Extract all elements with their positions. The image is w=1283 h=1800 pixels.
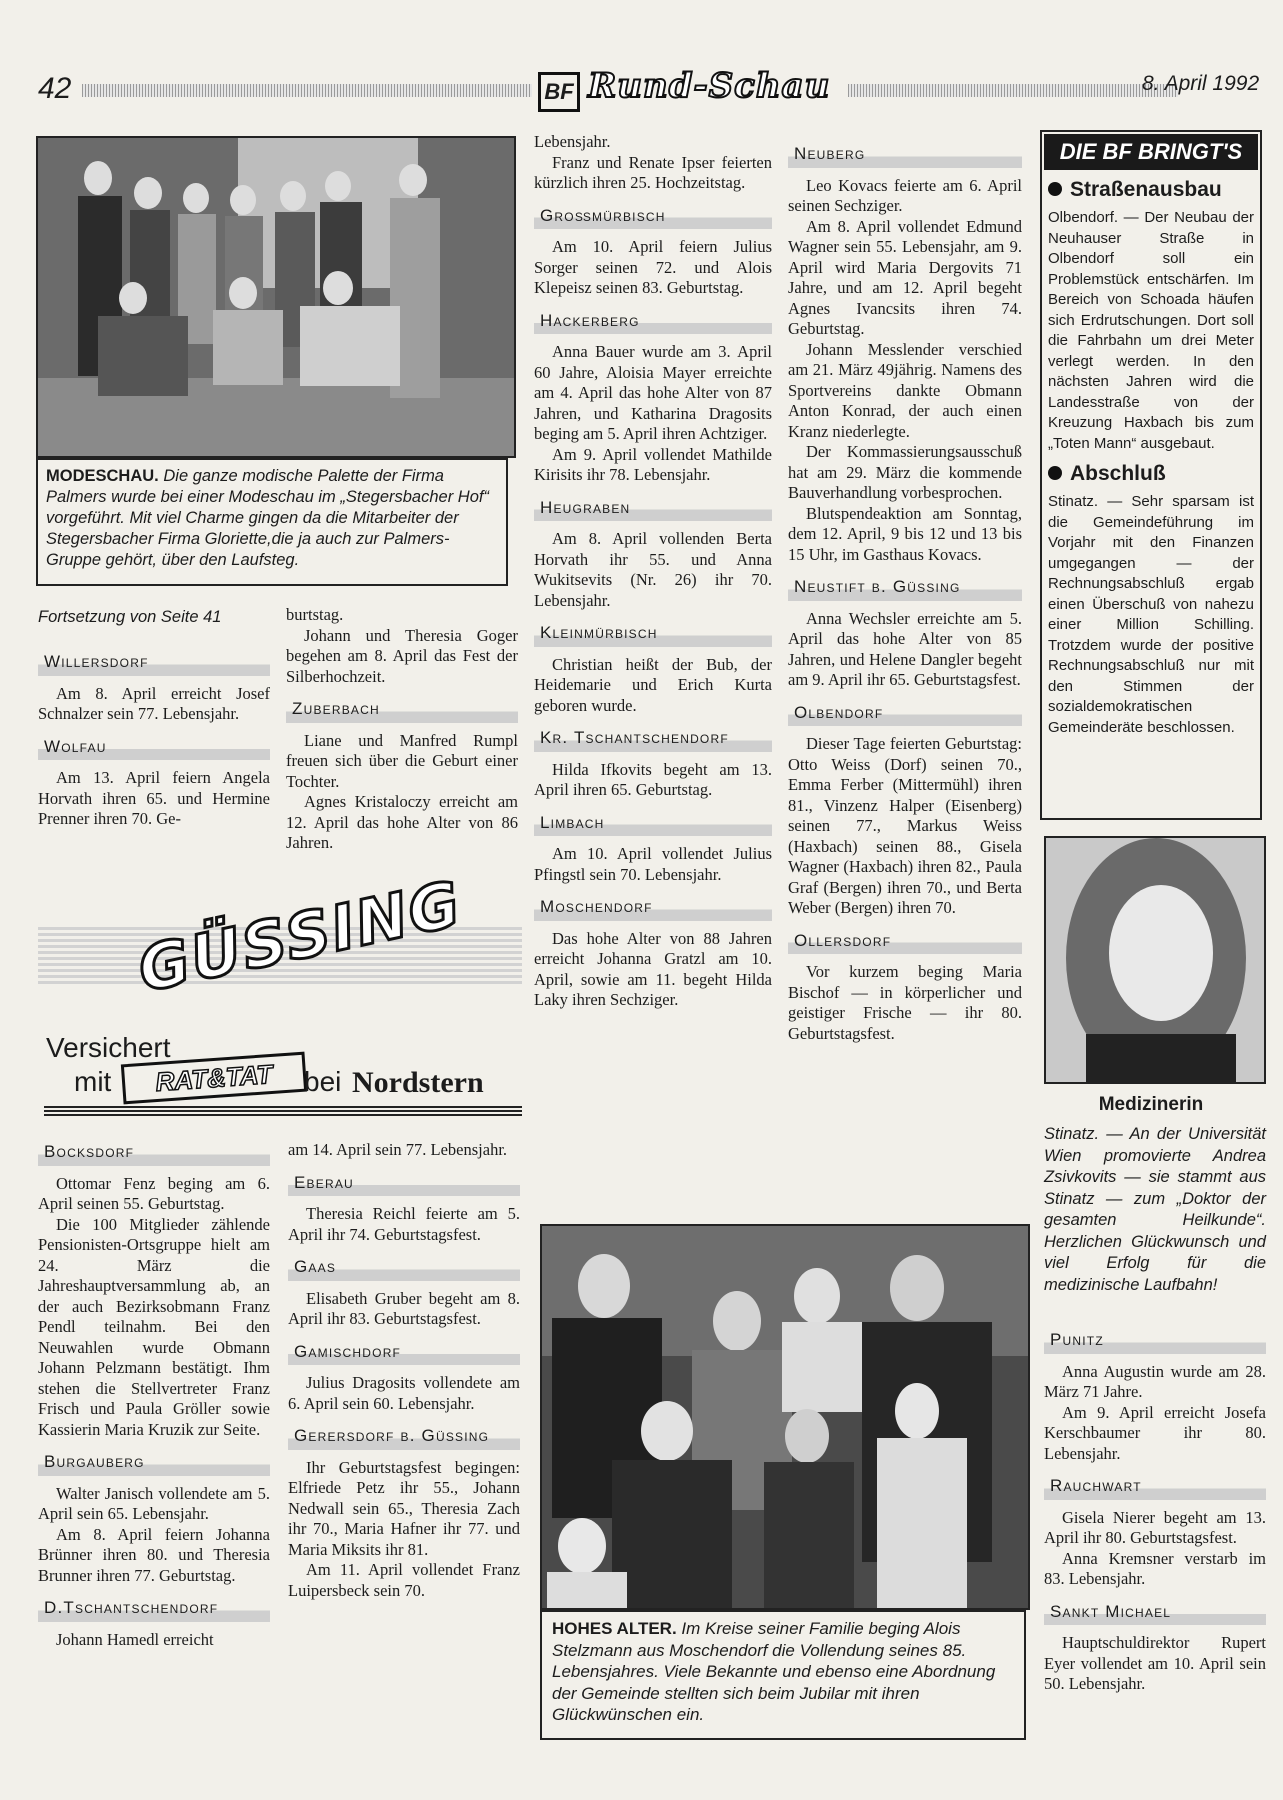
section-heading-d-tschantschendorf: D.Tschantschendorf [38,1596,270,1622]
section-paragraph: Die 100 Mitglieder zählende Pensionisten-Ortsgruppe hielt am 24. März die Jahreshauptversammlung ab, an der auch Bezirksobmann Franz Pendl teilnahm. Bei den Neuwahlen wurde Obmann Johann Pelzmann bestätigt. Ihm stehen die Stellvertreter Franz Frisch und Paula Gröller sowie Kassierin Maria Kruzik zur Seite. [38,1214,270,1439]
section-paragraph: Hauptschuldirektor Rupert Eyer vollendet am 10. April sein 50. Lebensjahr. [1044,1633,1266,1693]
section-paragraph: Am 10. April vollendet Julius Pfingstl sein 70. Lebensjahr. [534,844,772,884]
section-heading-eberau: Eberau [288,1171,520,1197]
fashion-show-image [38,138,514,456]
family-caption-box [540,1610,1026,1740]
logo-title: Rund-Schau [588,66,831,106]
lead-paragraph: am 14. April sein 77. Lebensjahr. [288,1140,508,1159]
section-heading-limbach: Limbach [534,811,772,837]
section-paragraph: Vor kurzem beging Maria Bischof — in körperlicher und geistiger Frische — ihr 80. Geburtstagsfest. [788,962,1022,1043]
sidebar-item-text: Stinatz. — Sehr sparsam ist die Gemeindeführung im Vorjahr mit den Finanzen umgegangen — der Rechnungsabschluß ergab einen Überschuß von nahezu einer Million Schilling. Trotzdem wurde der positive Rechnungsabschluß nur mit den Stimmen der sozialdemokratischen Gemeinderäte beschlossen. [1048,493,1254,736]
ad-brand: Nordstern [352,1066,484,1099]
portrait-text: Stinatz. — An der Universität Wien promovierte Andrea Zsivkovits — sie stammt aus Stinatz — zum „Doktor der gesamten Heilkunde“. Herzlichen Glückwunsch und viel Erfolg für die medizinische Laufbahn! [1044,1125,1266,1294]
sidebar-item-title: Abschluß [1070,462,1166,485]
portrait-title: Medizinerin [1098,1094,1204,1115]
ad-title: GÜSSING [131,866,469,1007]
section-paragraph: Ihr Geburtstagsfest begingen: Elfriede Petz ihr 55., Johann Nedwall sein 65., Theresia Zach ihr 70., Maria Hafner ihr 77. und Maria Miksits ihr 81. [288,1457,520,1559]
section-paragraph: Liane und Manfred Rumpl freuen sich über die Geburt einer Tochter. [286,730,518,791]
section-heading-heugraben: Heugraben [534,496,772,522]
section-heading-wolfau: Wolfau [38,735,270,761]
section-heading-großmürbisch: Großmürbisch [534,204,772,230]
lead-paragraph: Franz und Renate Ipser feierten kürzlich ihren 25. Hochzeitstag. [534,152,772,192]
section-heading-sankt-michael: Sankt Michael [1044,1600,1266,1626]
page-number: 42 [38,72,72,105]
section-paragraph: Christian heißt der Bub, der Heidemarie und Erich Kurta geboren wurde. [534,654,772,715]
ad-bottom-stripes [44,1106,522,1118]
sidebar-box [1040,130,1262,820]
section-paragraph: Ottomar Fenz beging am 6. April seinen 55. Geburtstag. [38,1173,270,1213]
section-paragraph: Elisabeth Gruber begeht am 8. April ihr 83. Geburtstagsfest. [288,1288,520,1328]
bullet-icon [1048,466,1062,480]
sidebar-items [1042,178,1260,738]
section-paragraph: Dieser Tage feierten Geburtstag: Otto Weiss (Dorf) seinen 70., Emma Ferber (Mittermühl) ihren 81., Vinzenz Halper (Eisenberg) seinen 77., Markus Weiss (Haxbach) seinen 88., Gisela Wagner (Haxbach) ihren 82., Paula Graf (Bergen) ihren 70., und Berta Weber (Bergen) ihren 70. [788,734,1022,917]
fashion-show-caption-title: MODESCHAU. [46,467,159,485]
portrait-photo [1044,836,1266,1084]
logo [538,66,848,110]
section-paragraph: Am 8. April erreicht Josef Schnalzer sein 77. Lebensjahr. [38,683,270,723]
section-paragraph: Johann Hamedl erreicht [56,1629,214,1649]
lead-paragraph: Lebensjahr. [534,132,611,151]
ad-badge: RAT&TAT [121,1052,307,1105]
lead-paragraph: Johann und Theresia Goger begehen am 8. April das Fest der Silberhochzeit. [286,625,518,686]
column-a-top [38,640,270,830]
column-c [534,132,772,1011]
section-paragraph: Leo Kovacs feierte am 6. April seinen Sechziger. [788,175,1022,215]
family-caption-text: Im Kreise seiner Familie beging Alois Stelzmann aus Moschendorf die Vollendung seines 85. Lebensjahres. Viele Bekannte und ebenso eine Abordnung der Gemeinde stellten sich beim Jubilar mit ihren Glückwünschen ein. [552,1619,996,1724]
column-d [788,132,1022,1044]
bullet-icon [1048,182,1062,196]
ad-line2-pre: mit [74,1066,112,1097]
section-paragraph: Walter Janisch vollendete am 5. April sein 65. Lebensjahr. [38,1483,270,1523]
sidebar-bottom-column [1044,1318,1266,1695]
section-heading-gaas: Gaas [288,1255,520,1281]
logo-badge: BF [538,72,580,112]
sidebar-item-abschluß [1048,462,1254,738]
fashion-show-caption-text: Die ganze modische Palette der Firma Palmers wurde bei einer Modeschau im „Stegersbacher Hof“ vorgeführt. Mit viel Charme gingen da die Mitarbeiter der Stegersbacher Firma Gloriette,die ja auch zur Palmers-Gruppe gehört, über den Laufsteg. [46,467,489,569]
section-paragraph: Am 10. April feiern Julius Sorger seinen 72. und Alois Klepeisz seinen 83. Geburtstag. [534,237,772,297]
continued-note: Fortsetzung von Seite 41 [38,608,222,626]
section-paragraph: Am 9. April vollendet Mathilde Kirisits ihr 78. Lebensjahr. [534,444,772,484]
page-header [38,66,1268,112]
section-paragraph: Julius Dragosits vollendete am 6. April sein 60. Lebensjahr. [288,1373,520,1413]
section-paragraph: Am 11. April vollendet Franz Luipersbeck sein 70. [288,1560,520,1600]
section-heading-moschendorf: Moschendorf [534,895,772,921]
fashion-show-photo [36,136,516,458]
section-paragraph: Blutspendeaktion am Sonntag, dem 12. April, 9 bis 12 und 13 bis 15 Uhr, im Gasthaus Kovacs. [788,503,1022,564]
section-heading-neustift-b-güssing: Neustift b. Güssing [788,575,1022,601]
column-b-top [286,605,518,854]
section-heading-willersdorf: Willersdorf [38,650,270,676]
issue-date: 8. April 1992 [1142,72,1260,95]
section-paragraph: Das hohe Alter von 88 Jahren erreicht Johanna Gratzl am 10. April, sowie am 11. begeht Hilda Laky ihren Sechziger. [534,928,772,1009]
section-paragraph: Am 9. April erreicht Josefa Kerschbaumer ihr 80. Lebensjahr. [1044,1402,1266,1463]
section-paragraph: Anna Augustin wurde am 28. März 71 Jahre. [1044,1361,1266,1401]
section-paragraph: Am 13. April feiern Angela Horvath ihren 65. und Hermine Prenner ihren 70. Ge- [38,768,270,828]
section-heading-burgauberg: Burgauberg [38,1450,270,1476]
nordstern-advertisement [38,866,522,1120]
section-heading-neuberg: Neuberg [788,142,1022,168]
sidebar-item-title: Straßenausbau [1070,178,1222,201]
section-heading-rauchwart: Rauchwart [1044,1474,1266,1500]
ad-line2-mid: bei [304,1066,342,1097]
section-heading-gamischdorf: Gamischdorf [288,1340,520,1366]
section-paragraph: Theresia Reichl feierte am 5. April ihr 74. Geburtstagsfest. [288,1204,520,1244]
family-image [542,1226,1028,1608]
section-heading-olbendorf: Olbendorf [788,701,1022,727]
portrait-image [1046,838,1264,1082]
fashion-show-caption-box [36,458,508,586]
sidebar-item-straßenausbau [1048,178,1254,454]
section-paragraph: Anna Bauer wurde am 3. April 60 Jahre, Aloisia Mayer erreichte am 4. April das hohe Alter von 87 Jahren, und Katharina Dragosits beging am 5. April ihren Achtziger. [534,342,772,443]
section-paragraph: Agnes Kristaloczy erreicht am 12. April das hohe Alter von 86 Jahren. [286,792,518,852]
header-rule-right [848,84,1178,97]
header-rule-left [82,84,532,97]
section-paragraph: Der Kommassierungsausschuß hat am 29. März die kommende Bauverhandlung vorbesprochen. [788,442,1022,502]
section-heading-bocksdorf: Bocksdorf [38,1140,270,1166]
section-paragraph: Anna Kremsner verstarb im 83. Lebensjahr. [1044,1548,1266,1588]
section-paragraph: Am 8. April vollendet Edmund Wagner sein 55. Lebensjahr, am 9. April wird Maria Dergovits 71 Jahre, und am 12. April begeht Agnes Ivancsits ihren 74. Geburtstag. [788,216,1022,338]
section-paragraph: Anna Wechsler erreichte am 5. April das hohe Alter von 85 Jahren, und Helene Dangler begeht am 9. April ihr 65. Geburtstagsfest. [788,608,1022,689]
section-heading-kleinmürbisch: Kleinmürbisch [534,621,772,647]
sidebar-box-title: DIE BF BRINGT'S [1044,134,1258,170]
sidebar-item-text: Olbendorf. — Der Neubau der Neuhauser Straße in Olbendorf soll ein Problemstück entschärfen. Im Bereich von Schoada häufen sich Erdrutschungen. Dort soll die Fahrbahn um drei Meter verlegt werden. In den nächsten Jahren wird die Landesstraße von der Kreuzung Haxbach bis zum „Toten Mann“ ausgebaut. [1048,209,1254,452]
family-photo [540,1224,1030,1610]
section-paragraph: Am 8. April feiern Johanna Brünner ihren 80. und Theresia Brunner ihren 77. Geburtstag. [38,1524,270,1585]
column-a-bottom [38,1130,270,1650]
section-paragraph: Am 8. April vollenden Berta Horvath ihr 55. und Anna Wukitsevits (Nr. 26) ihr 70. Lebensjahr. [534,529,772,610]
column-b-bottom [288,1140,520,1601]
lead-paragraph: burtstag. [286,605,344,624]
ad-line1: Versichert [46,1032,171,1063]
family-caption-title: HOHES ALTER. [552,1619,677,1638]
section-heading-hackerberg: Hackerberg [534,309,772,335]
section-heading-ollersdorf: Ollersdorf [788,929,1022,955]
section-paragraph: Johann Messlender verschied am 21. März 49jährig. Namens des Sportvereins dankte Obmann Anton Konrad, der auch einen Kranz niederlegte. [788,339,1022,441]
section-heading-gerersdorf-b-güssing: Gerersdorf b. Güssing [288,1424,520,1450]
section-paragraph: Hilda Ifkovits begeht am 13. April ihren 65. Geburtstag. [534,759,772,799]
section-paragraph: Gisela Nierer begeht am 13. April ihr 80. Geburtstagsfest. [1044,1507,1266,1547]
section-heading-kr-tschantschendorf: Kr. Tschantschendorf [534,726,772,752]
section-heading-punitz: Punitz [1044,1328,1266,1354]
section-heading-zuberbach: Zuberbach [286,697,518,723]
